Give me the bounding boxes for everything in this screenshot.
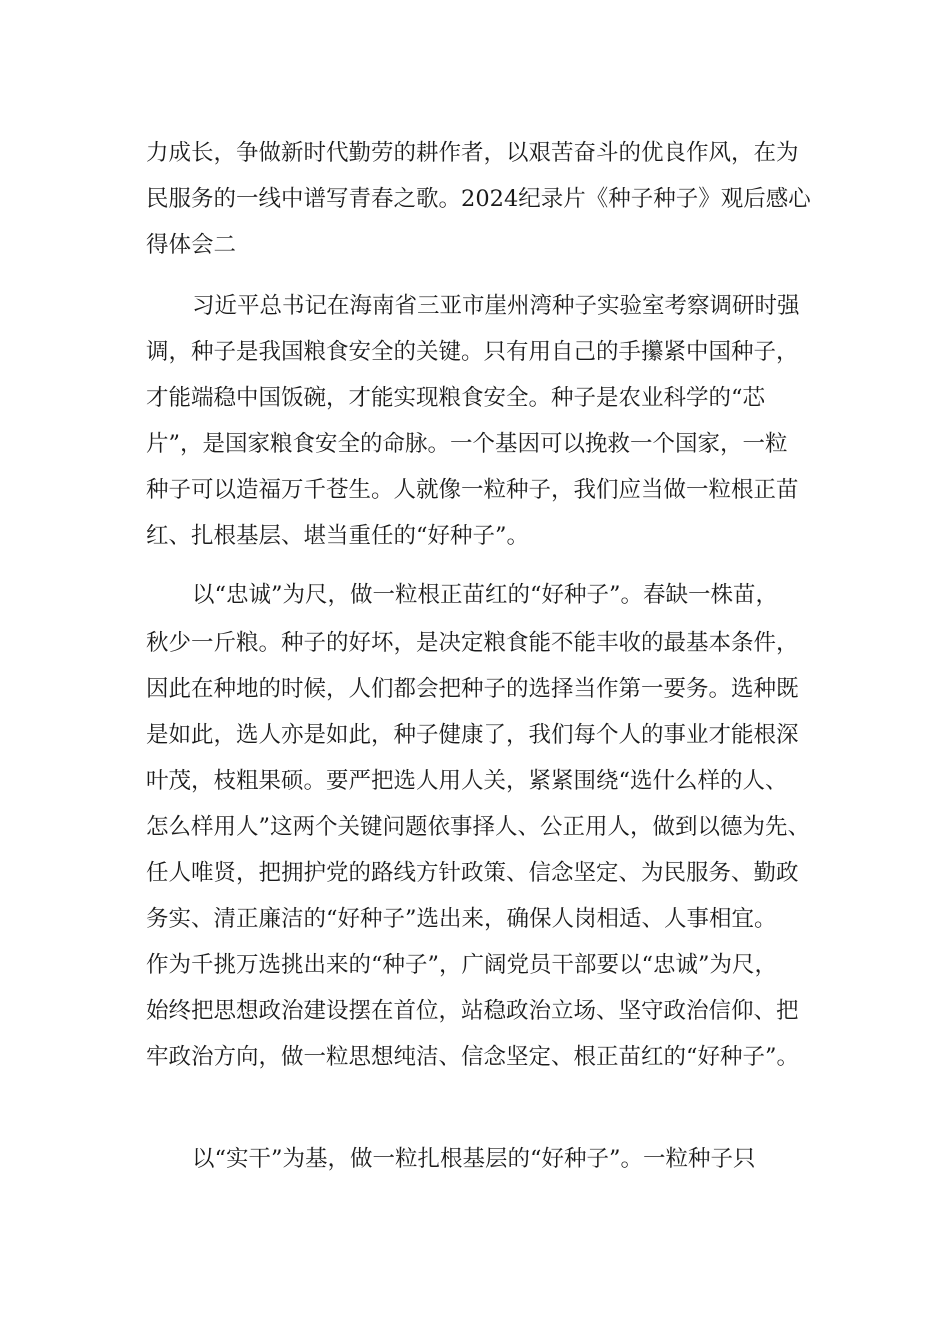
text-line: 习近平总书记在海南省三亚市崖州湾种子实验室考察调研时强 (192, 293, 800, 319)
text-line: 片”，是国家粮食安全的命脉。一个基因可以挽救一个国家，一粒 (146, 431, 788, 457)
text-line: 民服务的一线中谱写青春之歌。2024纪录片《种子种子》观后感心 (146, 186, 811, 212)
text-line: 调，种子是我国粮食安全的关键。只有用自己的手攥紧中国种子， (146, 339, 799, 365)
text-line: 任人唯贤，把拥护党的路线方针政策、信念坚定、为民服务、勤政 (146, 860, 799, 886)
text-line: 始终把思想政治建设摆在首位，站稳政治立场、坚守政治信仰、把 (146, 998, 799, 1024)
text-line: 叶茂，枝粗果硕。要严把选人用人关，紧紧围绕“选什么样的人、 (146, 768, 788, 794)
text-line: 怎么样用人”这两个关键问题依事择人、公正用人，做到以德为先、 (146, 814, 811, 840)
text-line: 得体会二 (146, 232, 237, 258)
text-line: 牢政治方向，做一粒思想纯洁、信念坚定、根正苗红的“好种子”。 (146, 1044, 800, 1070)
text-line: 种子可以造福万千苍生。人就像一粒种子，我们应当做一粒根正苗 (146, 477, 799, 503)
text-line: 务实、清正廉洁的“好种子”选出来，确保人岗相适、人事相宜。 (146, 906, 777, 932)
text-line: 才能端稳中国饭碗，才能实现粮食安全。种子是农业科学的“芯 (146, 385, 766, 411)
text-line: 以“忠诚”为尺，做一粒根正苗红的“好种子”。春缺一株苗， (192, 582, 779, 608)
text-line: 红、扎根基层、堪当重任的“好种子”。 (146, 523, 530, 549)
text-line: 作为千挑万选挑出来的“种子”，广阔党员干部要以“忠诚”为尺， (146, 952, 778, 978)
text-line: 力成长，争做新时代勤劳的耕作者，以艰苦奋斗的优良作风，在为 (146, 140, 799, 166)
text-line: 以“实干”为基，做一粒扎根基层的“好种子”。一粒种子只 (192, 1146, 756, 1172)
text-line: 因此在种地的时候，人们都会把种子的选择当作第一要务。选种既 (146, 676, 799, 702)
text-line: 秋少一斤粮。种子的好坏，是决定粮食能不能丰收的最基本条件， (146, 630, 799, 656)
text-line: 是如此，选人亦是如此，种子健康了，我们每个人的事业才能根深 (146, 722, 799, 748)
